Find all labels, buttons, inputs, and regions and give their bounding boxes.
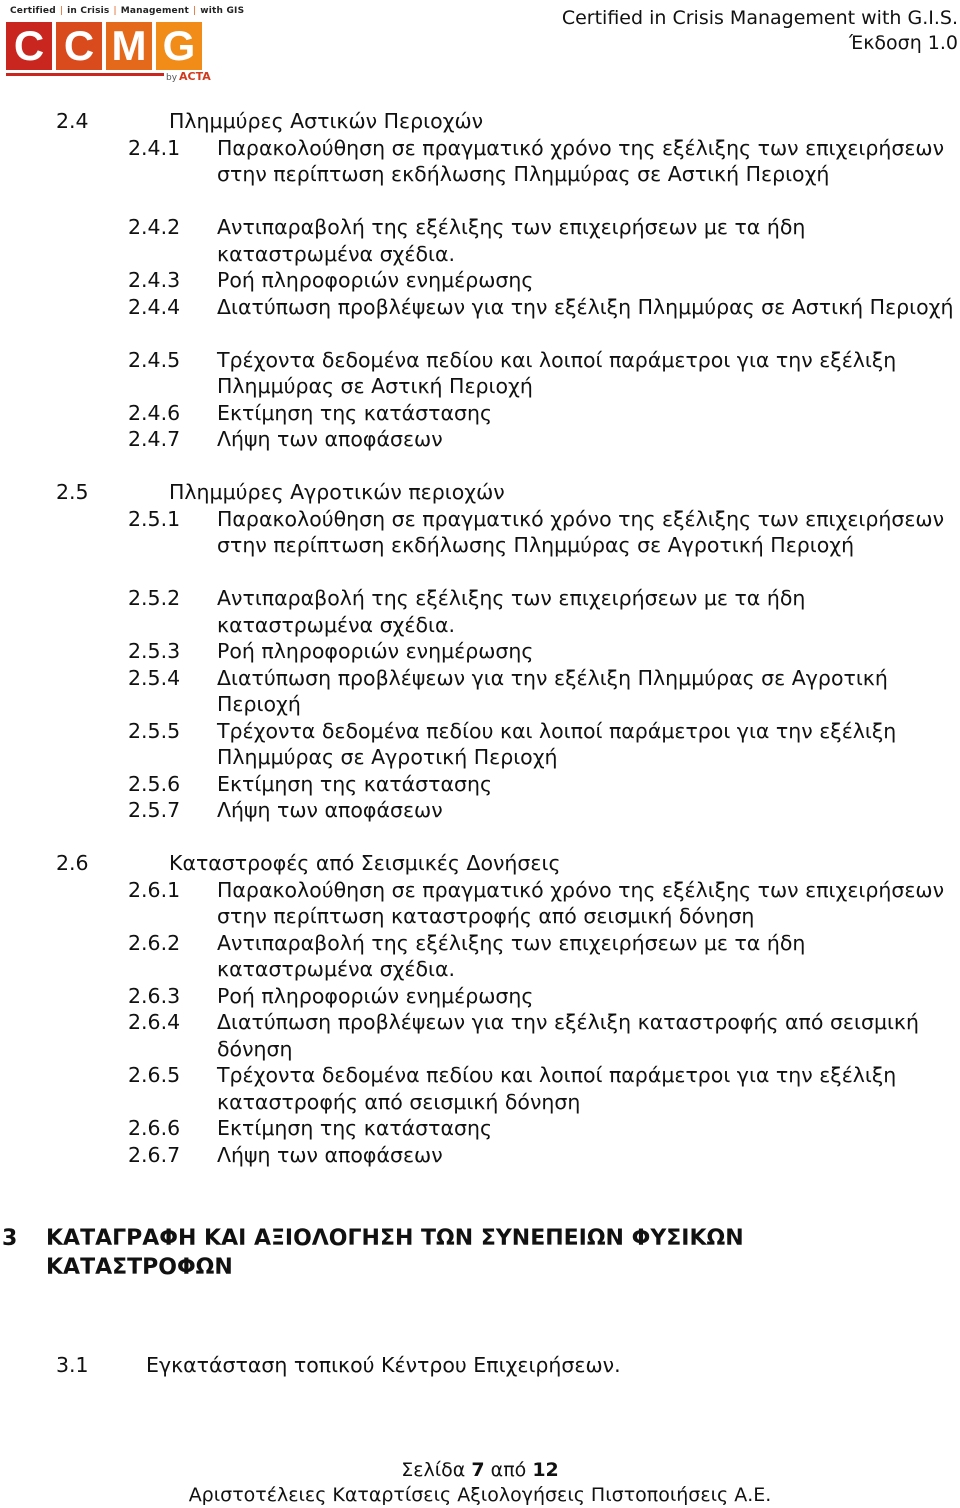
toc-item-number: 2.4.3 xyxy=(128,268,181,292)
toc-item-title: Εκτίμηση της κατάστασης xyxy=(217,400,493,425)
toc-item-number: 2.4.1 xyxy=(128,135,181,160)
logo-letter: G xyxy=(156,22,202,70)
ccmg-logo xyxy=(6,6,245,86)
toc-item-title: Λήψη των αποφάσεων xyxy=(217,427,443,451)
page-number: 7 xyxy=(471,1459,485,1481)
logo-underline xyxy=(6,73,164,76)
toc-item-number: 2.5.1 xyxy=(128,506,181,531)
toc-section-title: Καταστροφές από Σεισμικές Δονήσεις xyxy=(169,851,561,875)
toc-item-title: Διατύπωση προβλέψεων για την εξέλιξη καταστροφής από σεισμική δόνηση xyxy=(217,1010,919,1061)
logo-letter: C xyxy=(6,22,52,70)
section-title: Εγκατάσταση τοπικού Κέντρου Επιχειρήσεων. xyxy=(146,1353,621,1377)
toc-section-title: Πλημμύρες Αγροτικών περιοχών xyxy=(169,480,505,504)
toc-item-title: Λήψη των αποφάσεων xyxy=(217,1142,443,1167)
toc-item-title: Ροή πληροφοριών ενημέρωσης xyxy=(217,983,534,1008)
logo-tagline-word: Management xyxy=(120,6,189,16)
toc-item-title: Εκτίμηση της κατάστασης xyxy=(217,771,493,796)
toc-item-title: Λήψη των αποφάσεων xyxy=(217,798,443,822)
toc-item-number: 2.5.7 xyxy=(128,798,181,822)
toc-item-number: 2.5.3 xyxy=(128,639,181,663)
toc-item-number: 2.4.6 xyxy=(128,400,181,425)
toc-item-title: Αντιπαραβολή της εξέλιξης των επιχειρήσεων με τα ήδη καταστρωμένα σχέδια. xyxy=(217,586,806,637)
logo-by-acta xyxy=(166,70,211,83)
toc-item-number: 2.4.7 xyxy=(128,427,181,451)
toc-section-title: Πλημμύρες Αστικών Περιοχών xyxy=(169,109,484,133)
toc-item-number: 2.6.5 xyxy=(128,1063,181,1087)
toc-item-title: Τρέχοντα δεδομένα πεδίου και λοιποί παράμετροι για την εξέλιξη Πλημμύρας σε Αγροτική Περιοχή xyxy=(217,718,897,769)
toc-item-number: 2.5.4 xyxy=(128,665,181,690)
document-header xyxy=(562,6,958,56)
page-of-word: από xyxy=(490,1459,527,1481)
logo-tagline: Certified | in Crisis | Management | with GIS xyxy=(10,6,245,16)
page-indicator xyxy=(0,1458,960,1483)
toc-item-title: Ροή πληροφοριών ενημέρωσης xyxy=(217,268,534,292)
document-title: Certified in Crisis Management with G.I.S. xyxy=(561,7,958,29)
organization-name: Αριστοτέλειες Καταρτίσεις Αξιολογήσεις Πιστοποιήσεις Α.Ε. xyxy=(188,1484,772,1506)
logo-letter: M xyxy=(106,22,152,70)
toc-item-number: 2.6.6 xyxy=(128,1116,181,1140)
toc-item-title: Διατύπωση προβλέψεων για την εξέλιξη Πλημμύρας σε Αστική Περιοχή xyxy=(217,294,954,319)
toc-item-title: Αντιπαραβολή της εξέλιξης των επιχειρήσεων με τα ήδη καταστρωμένα σχέδια. xyxy=(217,215,806,266)
page-footer xyxy=(0,1458,960,1508)
toc-item-number: 2.6.7 xyxy=(128,1142,181,1167)
chapter-number: 3 xyxy=(2,1226,18,1251)
toc-item-title: Παρακολούθηση σε πραγματικό χρόνο της εξέλιξης των επιχειρήσεων στην περίπτωση καταστροφής από σεισμική δόνηση xyxy=(217,877,945,928)
toc-item-title: Παρακολούθηση σε πραγματικό χρόνο της εξέλιξης των επιχειρήσεων στην περίπτωση εκδήλωσης Πλημμύρας σε Αγροτική Περιοχή xyxy=(217,506,945,557)
logo-tagline-word: in Crisis xyxy=(67,6,110,16)
toc-section-number: 2.6 xyxy=(56,851,89,875)
toc-item-title: Ροή πληροφοριών ενημέρωσης xyxy=(217,639,534,663)
logo-tagline-word: with GIS xyxy=(200,6,245,16)
toc-item-title: Τρέχοντα δεδομένα πεδίου και λοιποί παράμετροι για την εξέλιξη Πλημμύρας σε Αστική Περιοχή xyxy=(217,347,897,398)
toc-item-title: Τρέχοντα δεδομένα πεδίου και λοιποί παράμετροι για την εξέλιξη καταστροφής από σεισμική δόνηση xyxy=(217,1063,897,1114)
toc-section-number: 2.5 xyxy=(56,480,89,504)
section-number: 3.1 xyxy=(56,1353,89,1377)
toc-item-number: 2.6.3 xyxy=(128,983,181,1008)
toc-item-number: 2.5.6 xyxy=(128,771,181,796)
document-edition: Έκδοση 1.0 xyxy=(849,32,958,54)
logo-letters xyxy=(6,22,202,70)
page-total: 12 xyxy=(532,1459,559,1481)
logo-letter: C xyxy=(56,22,102,70)
toc-section-number: 2.4 xyxy=(56,109,89,133)
logo-by-prefix: by xyxy=(166,73,178,83)
toc-item-number: 2.6.4 xyxy=(128,1010,181,1034)
toc-item-title: Παρακολούθηση σε πραγματικό χρόνο της εξέλιξης των επιχειρήσεων στην περίπτωση εκδήλωσης Πλημμύρας σε Αστική Περιοχή xyxy=(217,135,945,186)
toc-item-number: 2.5.2 xyxy=(128,586,181,610)
chapter-title: ΚΑΤΑΓΡΑΦΗ ΚΑΙ ΑΞΙΟΛΟΓΗΣΗ ΤΩΝ ΣΥΝΕΠΕΙΩΝ ΦΥΣΙΚΩΝ ΚΑΤΑΣΤΡΟΦΩΝ xyxy=(46,1226,744,1280)
toc-item-number: 2.5.5 xyxy=(128,718,181,743)
toc-item-number: 2.6.2 xyxy=(128,930,181,955)
logo-brand: ACTA xyxy=(179,70,211,83)
toc-item-title: Εκτίμηση της κατάστασης xyxy=(217,1116,493,1140)
toc-item-title: Διατύπωση προβλέψεων για την εξέλιξη Πλημμύρας σε Αγροτική Περιοχή xyxy=(217,665,888,716)
toc-item-number: 2.6.1 xyxy=(128,877,181,902)
page-word: Σελίδα xyxy=(401,1459,466,1481)
toc-item-number: 2.4.4 xyxy=(128,294,181,319)
toc-item-title: Αντιπαραβολή της εξέλιξης των επιχειρήσεων με τα ήδη καταστρωμένα σχέδια. xyxy=(217,930,806,981)
toc-item-number: 2.4.2 xyxy=(128,215,181,239)
logo-tagline-word: Certified xyxy=(10,6,56,16)
toc-item-number: 2.4.5 xyxy=(128,347,181,372)
